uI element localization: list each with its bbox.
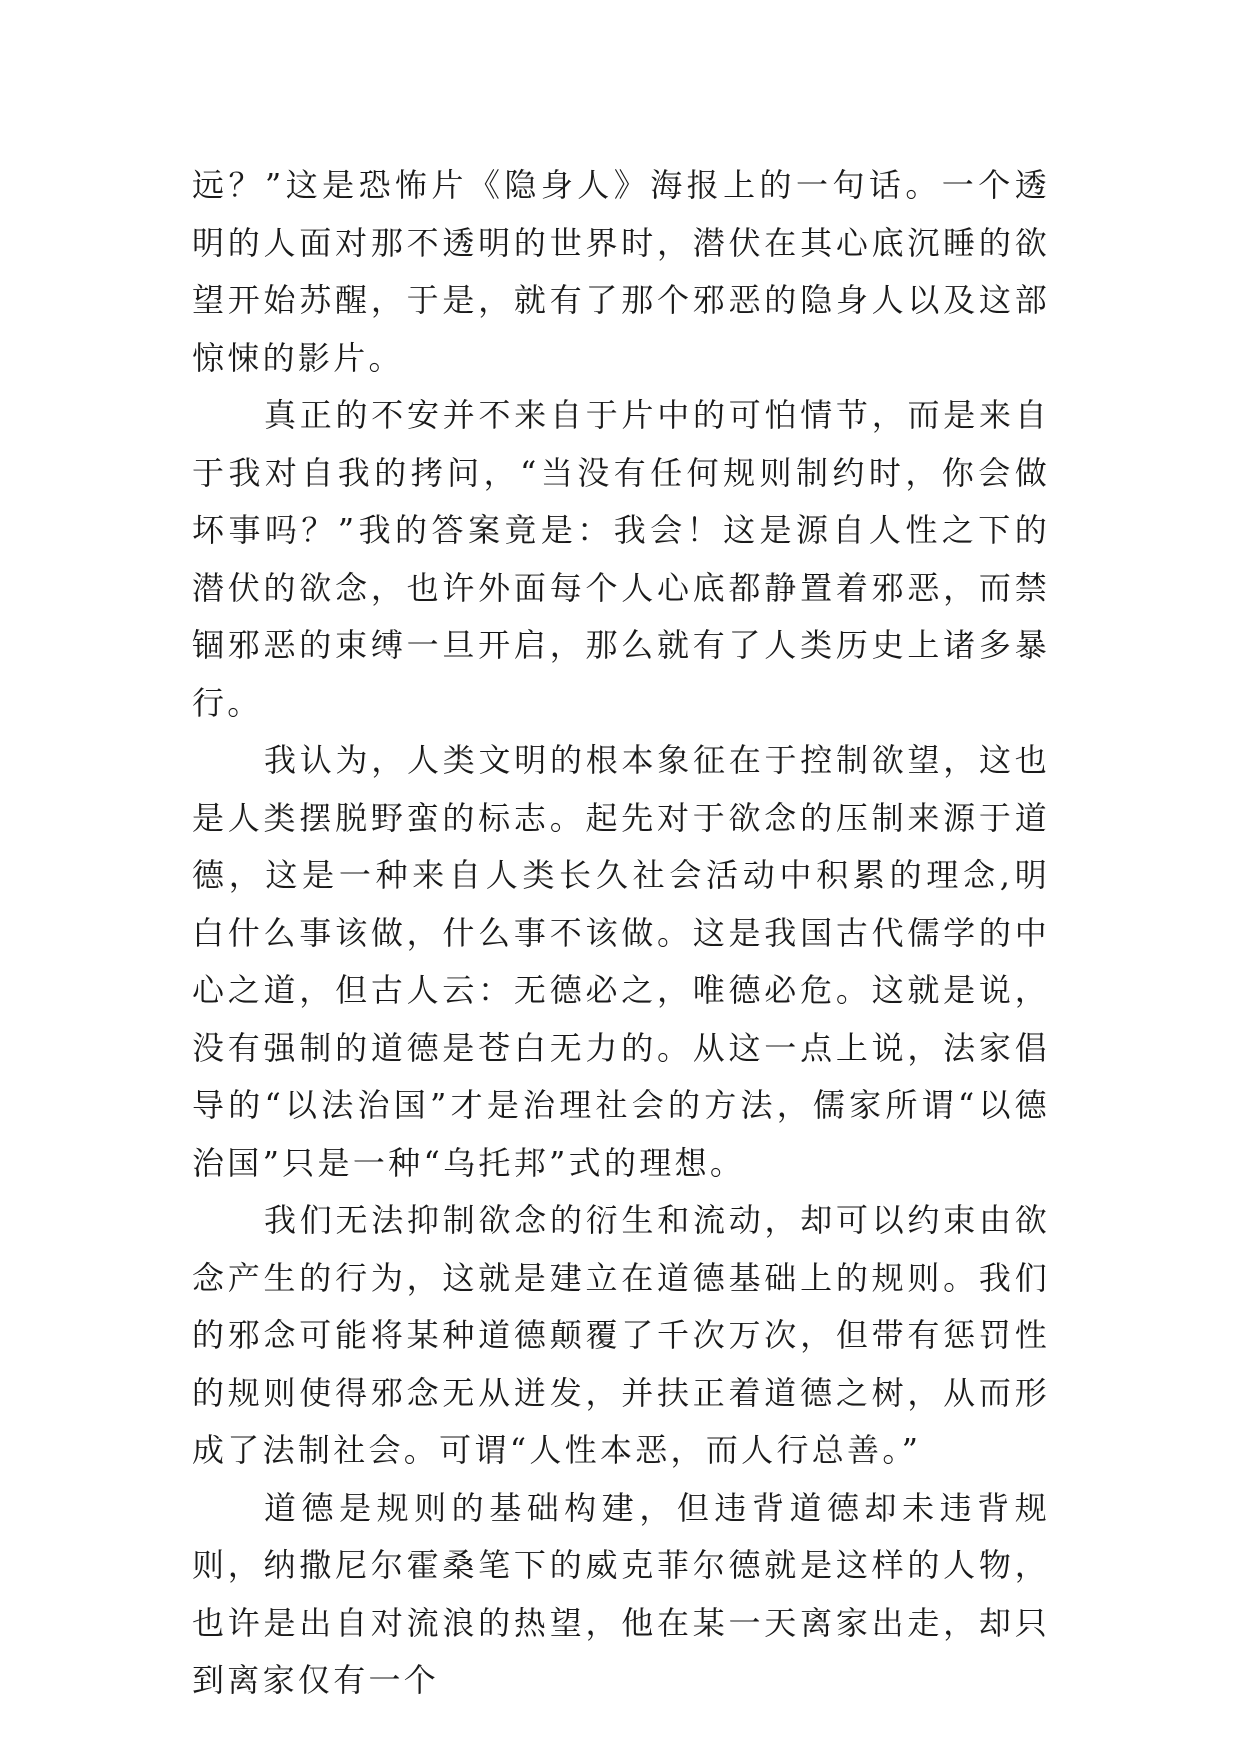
paragraph-4: 我们无法抑制欲念的衍生和流动，却可以约束由欲念产生的行为，这就是建立在道德基础上的规则。我们的邪念可能将某种道德颠覆了千次万次，但带有惩罚性的规则使得邪念无从迸发，并扶正着道德之树，从而形成了法制社会。可谓“人性本恶，而人行总善。” — [192, 1201, 1050, 1469]
paragraph-1: 远？”这是恐怖片《隐身人》海报上的一句话。一个透明的人面对那不透明的世界时，潜伏在其心底沉睡的欲望开始苏醒，于是，就有了那个邪恶的隐身人以及这部惊悚的影片。 — [192, 166, 1050, 377]
document-page — [192, 157, 1050, 1710]
paragraph-5: 道德是规则的基础构建，但违背道德却未违背规则，纳撒尼尔霍桑笔下的威克菲尔德就是这样的人物，也许是出自对流浪的热望，他在某一天离家出走，却只到离家仅有一个 — [192, 1488, 1050, 1699]
paragraph-2: 真正的不安并不来自于片中的可怕情节，而是来自于我对自我的拷问，“当没有任何规则制约时，你会做坏事吗？”我的答案竟是：我会！这是源自人性之下的潜伏的欲念，也许外面每个人心底都静置着邪恶，而禁锢邪恶的束缚一旦开启，那么就有了人类历史上诸多暴行。 — [192, 396, 1050, 722]
paragraph-3: 我认为，人类文明的根本象征在于控制欲望，这也是人类摆脱野蛮的标志。起先对于欲念的压制来源于道德，这是一种来自人类长久社会活动中积累的理念,明白什么事该做，什么事不该做。这是我国古代儒学的中心之道，但古人云：无德必之，唯德必危。这就是说，没有强制的道德是苍白无力的。从这一点上说，法家倡导的“以法治国”才是治理社会的方法，儒家所谓“以德治国”只是一种“乌托邦”式的理想。 — [192, 741, 1050, 1182]
